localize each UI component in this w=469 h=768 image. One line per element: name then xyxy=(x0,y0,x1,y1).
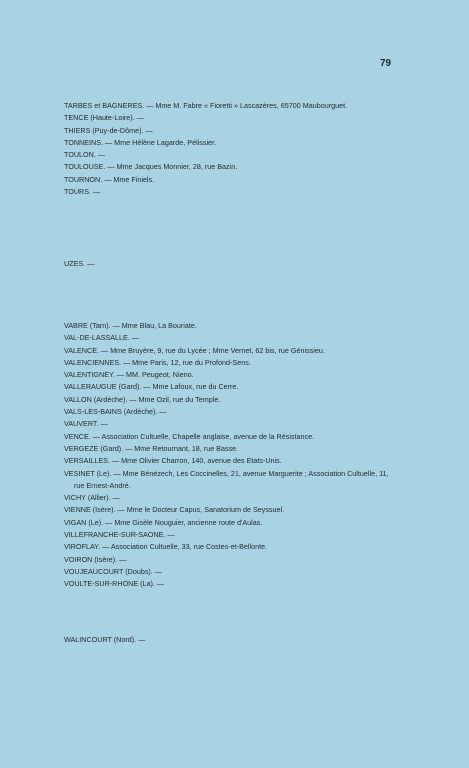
list-item: VIGAN (Le). — Mme Gisèle Nouguier, ancienne route d'Aulas. xyxy=(64,517,263,527)
list-item: VALLON (Ardèche). — Mme Ozil, rue du Temple. xyxy=(64,394,221,404)
list-item: TOURNON. — Mme Finiels. xyxy=(64,174,155,184)
list-item: THIERS (Puy-de-Dôme). — xyxy=(64,125,153,135)
section-w-entries xyxy=(64,634,394,646)
list-item: VALS-LES-BAINS (Ardèche). — xyxy=(64,407,167,417)
list-item: VICHY (Allier). — xyxy=(64,493,120,503)
list-item: TOULON. — xyxy=(64,150,106,160)
list-item: VIROFLAY. — Association Cultuelle, 33, rue Costes-et-Bellonte. xyxy=(64,542,268,552)
section-u-entries xyxy=(64,258,394,270)
list-item: VIENNE (Isère). — Mme le Docteur Capus, Sanatorium de Seyssuel. xyxy=(64,505,285,515)
list-item: WALINCOURT (Nord). — xyxy=(64,635,146,644)
page-number: 79 xyxy=(380,58,392,69)
section-v-entries xyxy=(64,320,394,591)
list-item: VILLEFRANCHE-SUR-SAONE. — xyxy=(64,530,175,540)
list-item: VAL-DE-LASSALLE. — xyxy=(64,333,139,343)
list-item: VOIRON (Isère). — xyxy=(64,554,127,564)
list-item: VALLERAUGUE (Gard). — Mme Lafoux, rue du Cerre. xyxy=(64,382,239,392)
list-item: VABRE (Tarn). — Mme Blau, La Bouriate. xyxy=(64,321,197,330)
list-item: VALENCIENNES. — Mme Paris, 12, rue du Profond-Sens. xyxy=(64,357,251,367)
list-item: TARBES et BAGNERES. — Mme M. Fabre « Fioretti » Lascazères, 65700 Maubourguet. xyxy=(64,101,348,110)
list-item: VALENTIGNEY. — MM. Peugeot, Nieno. xyxy=(64,370,194,380)
section-t-entries xyxy=(64,100,394,198)
list-item: TOULOUSE. — Mme Jacques Monnier, 28, rue Bazin. xyxy=(64,162,238,172)
list-item: VERGEZE (Gard). — Mme Retournant, 18, rue Basse. xyxy=(64,443,239,453)
list-item: UZES. — xyxy=(64,259,95,268)
list-item: TONNEINS. — Mme Hélène Lagarde, Pélissier. xyxy=(64,137,217,147)
list-item: VENCE. — Association Cultuelle, Chapelle anglaise, avenue de la Résistance. xyxy=(64,431,315,441)
list-item: VOULTE-SUR-RHONE (La). — xyxy=(64,579,165,589)
list-item: VALENCE. — Mme Bruyère, 9, rue du Lycée ; Mme Vernet, 62 bis, rue Génissieu. xyxy=(64,345,325,355)
list-item: VERSAILLES. — Mme Olivier Charron, 140, avenue des Etats-Unis. xyxy=(64,456,282,466)
list-item: TENCE (Haute-Loire). — xyxy=(64,113,144,123)
list-item: TOURS. — xyxy=(64,187,101,197)
list-item: VAUVERT. — xyxy=(64,419,108,429)
list-item: VESINET (Le). — Mme Bénézech, Les Coccinelles, 21, avenue Marguerite ; Association Cultuelle, 11, rue Ernest-André. xyxy=(64,468,389,490)
list-item: VOUJEAUCOURT (Doubs). — xyxy=(64,566,162,576)
